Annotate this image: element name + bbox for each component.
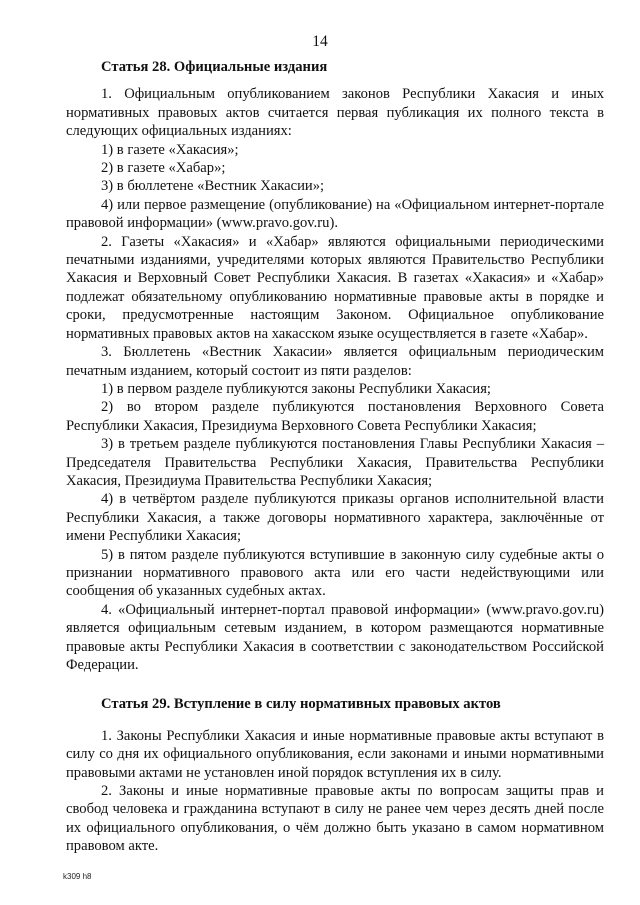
list-item: 3) в третьем разделе публикуются постановления Главы Республики Хакасия – Председателя Правительства Республики Хакасия, Правительства Республики Хакасия, Президиума Правительства Республики Хакасия; xyxy=(66,436,604,489)
paragraph: 1. Официальным опубликованием законов Республики Хакасия и иных нормативных правовых актов считается первая публикация их полного текста в следующих официальных изданиях: xyxy=(66,86,604,140)
paragraph: 2. Законы и иные нормативные правовые акты по вопросам защиты прав и свобод человека и гражданина вступают в силу не ранее чем через десять дней после их официального опубликования, о чём должно быть указано в самом нормативном правовом акте. xyxy=(66,783,604,855)
document-body xyxy=(66,58,604,856)
paragraph: 4. «Официальный интернет-портал правовой информации» (www.pravo.gov.ru) является официальным сетевым изданием, в котором размещаются нормативные правовые акты Республики Хакасия в соответствии с законодательством Российской Федерации. xyxy=(66,601,604,673)
list-item: 5) в пятом разделе публикуются вступившие в законную силу судебные акты о признании нормативного правового акта или его части недействующими или сообщения об указанных судебных актах. xyxy=(66,546,604,600)
list-item: 4) или первое размещение (опубликование) на «Официальном интернет-портале правовой информации» (www.pravo.gov.ru). xyxy=(66,196,604,232)
list-item: 1) в первом разделе публикуются законы Республики Хакасия; xyxy=(101,380,491,397)
article-28-body xyxy=(66,85,604,674)
paragraph: 2. Газеты «Хакасия» и «Хабар» являются официальными периодическими печатными изданиями, учредителями которых являются Правительство Республики Хакасия и Верховный Совет Республики Хакасия. В газетах «Хакасия» и «Хабар» подлежат обязательному опубликованию нормативные правовые акты в порядке и сроки, предусмотренные настоящим Законом. Официальное опубликование нормативных правовых актов на хакасском языке осуществляется в газете «Хабар». xyxy=(66,233,604,342)
article-29-body xyxy=(66,727,604,856)
article-28-heading: Статья 28. Официальные издания xyxy=(101,59,328,75)
paragraph: 1. Законы Республики Хакасия и иные нормативные правовые акты вступают в силу со дня их официального опубликования, если законами и иными нормативными правовыми актами не установлен иной порядок вступления их в силу. xyxy=(66,727,604,781)
page-number: 14 xyxy=(312,33,328,50)
list-item: 4) в четвёртом разделе публикуются приказы органов исполнительной власти Республики Хакасия, а также договоры нормативного характера, заключённые от имени Республики Хакасия; xyxy=(66,491,604,545)
list-item: 3) в бюллетене «Вестник Хакасии»; xyxy=(101,178,325,195)
list-item: 1) в газете «Хакасия»; xyxy=(101,141,239,158)
list-item: 2) во втором разделе публикуются постановления Верховного Совета Республики Хакасия, Президиума Верховного Совета Республики Хакасия; xyxy=(66,399,604,434)
footer-mark: k309 h8 xyxy=(63,872,92,881)
article-29-heading: Статья 29. Вступление в силу нормативных правовых актов xyxy=(101,696,501,713)
paragraph: 3. Бюллетень «Вестник Хакасии» является официальным периодическим печатным изданием, который состоит из пяти разделов: xyxy=(66,344,604,379)
list-item: 2) в газете «Хабар»; xyxy=(101,160,226,177)
